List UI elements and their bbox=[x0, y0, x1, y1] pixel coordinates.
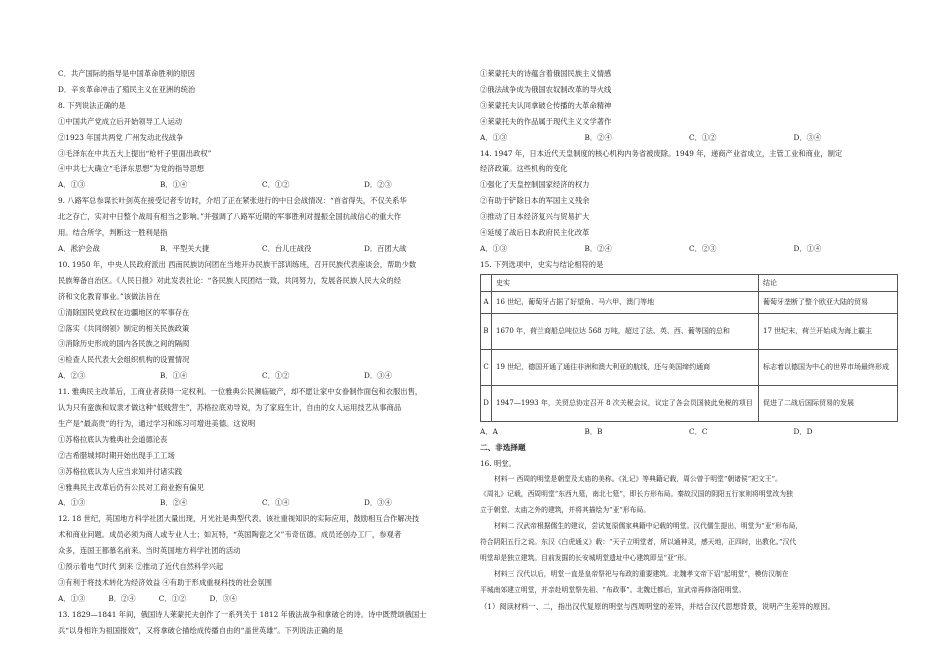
q9-line-2: 北之存亡，实对中日整个战局有相当之影响。”并强调了八路军近期的军事胜利对提振全国抗战信心的重大作 bbox=[58, 212, 402, 222]
q11-option-b: B．②④ bbox=[160, 498, 188, 508]
q14-line-1: 14. 1947 年，日本近代天皇制度的核心机构内务省被废除。1949 年，递商产业省成立，主管工业和商业，制定 bbox=[480, 148, 843, 158]
q11-line-3: 生产是“最高贵”的行为，通过学习和练习可增进美德。这说明 bbox=[58, 418, 256, 428]
q9-line-3: 用。结合所学，判断这一胜利是指 bbox=[58, 228, 168, 238]
left-column bbox=[58, 66, 466, 639]
q12-items-3-4: ③有利于将技术转化为经济效益 ④有助于形成重视科技的社会氛围 bbox=[58, 578, 272, 587]
q15-option-a: A．A bbox=[480, 426, 498, 436]
q14-option-b: B．②④ bbox=[584, 243, 612, 253]
q16-subquestion-1: （1）阅读材料一、二，指出汉代复原的明堂与西周明堂的差异，并结合汉代思想背景，说明产生差异的原因。 bbox=[480, 601, 835, 611]
q12-line-1: 12. 18 世纪，英国地方科学社团大量出现，月光社是典型代表。该社重视知识的实际应用，鼓励相互合作解决技 bbox=[58, 514, 420, 524]
q10-options bbox=[58, 368, 466, 384]
q15-stem: 15. 下列选项中，史实与结论相符的是 bbox=[480, 259, 604, 269]
material-line: 立于朝堂、太庙之外的建筑，并将其描绘为“亚”形布局。 bbox=[480, 506, 651, 515]
q10-item-1: ①清除国民党政权在边疆地区的军事存在 bbox=[58, 307, 190, 317]
q10-option-d: D．③④ bbox=[364, 371, 392, 381]
table-header-history: 史实 bbox=[492, 274, 759, 291]
q13-option-b: B．②④ bbox=[584, 132, 612, 142]
q8-options bbox=[58, 177, 466, 193]
table-row-fact: 16 世纪，葡萄牙占据了好望角、马六甲、澳门等地 bbox=[492, 291, 759, 313]
table-row bbox=[481, 349, 898, 385]
material-line: 明堂却是独立建筑。目前发掘的长安城明堂遗址中心建筑即呈“亚”形。 bbox=[480, 554, 691, 563]
q14-option-a: A．①③ bbox=[480, 243, 508, 253]
q10-option-b: B．①④ bbox=[160, 371, 188, 381]
table-header-row bbox=[481, 274, 898, 291]
q11-item-4: ④雅典民主改革后仍有公民对工商业抱有偏见 bbox=[58, 482, 204, 492]
q14-item-1: ①强化了天皇控制国家经济的权力 bbox=[480, 180, 590, 190]
q9-option-c: C．台儿庄战役 bbox=[262, 243, 312, 253]
q14-option-c: C．②③ bbox=[689, 243, 717, 253]
table-row-conclusion: 葡萄牙垄断了整个欧亚大陆的贸易 bbox=[759, 291, 898, 313]
table-header-conclusion: 结论 bbox=[759, 274, 898, 291]
q13-options bbox=[480, 130, 898, 146]
q13-item-1: ①莱蒙托夫的诗蕴含着俄国民族主义情感 bbox=[480, 69, 612, 78]
q12-line-3: 众多，连国王都慕名前来。当时英国地方科学社团的活动 bbox=[58, 546, 241, 556]
q9-options bbox=[58, 241, 466, 257]
material-line: 符合阴阳五行之说。东汉《白虎通义》载：“天子立明堂者，所以通神灵，感天地，正四时，出教化。”汉代 bbox=[480, 538, 797, 547]
q15-option-b: B．B bbox=[584, 426, 603, 436]
q15-options bbox=[480, 424, 898, 440]
table-row-fact: 1670 年，荷兰商船总吨位达 568 万吨，超过了法、英、西、葡等国的总和 bbox=[492, 313, 759, 349]
material-line: 《周礼》记载，西周明堂“东西九筵，南北七筵”，即长方形布局。秦故汉国的阴阳五行家则将明堂改为独 bbox=[480, 490, 793, 499]
q15-table bbox=[480, 274, 898, 422]
q13-line-1: 13. 1829—1841 年间，俄国诗人莱蒙托夫创作了一系列关于 1812 年俄法战争和拿破仑的诗。诗中既赞颂俄国士 bbox=[58, 609, 427, 619]
left-line-d: D．辛亥革命冲击了殖民主义在亚洲的统治 bbox=[58, 84, 196, 94]
q14-options bbox=[480, 241, 898, 257]
q10-line-1: 10. 1950 年，中央人民政府派出 西南民族访问团在当地开办民族干部训练班，召开民族代表座谈会，帮助少数 bbox=[58, 259, 417, 269]
q10-option-c: C．①② bbox=[262, 371, 290, 381]
q13-item-4: ④莱蒙托夫的作品属于现代主义文学著作 bbox=[480, 116, 612, 126]
q10-item-4: ④检查人民代表大会组织机构的设置情况 bbox=[58, 355, 190, 365]
q11-options bbox=[58, 495, 466, 511]
q11-item-1: ①苏格拉底认为雅典社会道德沦丧 bbox=[58, 434, 168, 444]
q10-item-2: ②落实《共同纲领》制定的相关民族政策 bbox=[58, 323, 190, 333]
q13-item-2: ②俄法战争成为俄国农奴制改革的导火线 bbox=[480, 84, 612, 94]
table-row-conclusion: 促进了二战后国际贸易的发展 bbox=[759, 385, 898, 421]
q13-option-c: C．①② bbox=[689, 132, 717, 142]
q8-option-c: C．①② bbox=[262, 180, 290, 190]
q13-item-3: ③莱蒙托夫认同拿破仑传播的大革命精神 bbox=[480, 100, 612, 110]
q15-option-c: C．C bbox=[689, 426, 708, 436]
q8-item-2: ②1923 年国共两党 广州发动北伐战争 bbox=[58, 132, 184, 142]
q8-option-a: A．①③ bbox=[58, 180, 86, 190]
q9-line-1: 9. 八路军总参谋长叶剑英在接受记者专访时，介绍了正在紧张进行的中日会战情况：“首省得失，不仅关系华 bbox=[58, 196, 407, 206]
table-row-fact: 1947—1993 年，关贸总协定召开 8 次关税会议，议定了各会员国彼此免税的项目 bbox=[492, 385, 759, 421]
q12-line-2: 术和商业问题。成员必须为商人或专业人士；如瓦特，“英国陶瓷之父”韦奇伍德。成员还创办工厂，参观者 bbox=[58, 530, 402, 540]
q12-items-1-2: ①预示着电气时代 到来 ②推动了近代自然科学兴起 bbox=[58, 562, 224, 572]
section-title: 二、非选择题 bbox=[480, 442, 526, 452]
q10-line-3: 济和文化教育事业。”该做法旨在 bbox=[58, 291, 161, 301]
q14-item-2: ②有助于铲除日本的军国主义残余 bbox=[480, 196, 590, 206]
table-header-blank bbox=[481, 274, 492, 291]
q11-option-c: C．①④ bbox=[262, 498, 290, 508]
table-row-key: D bbox=[481, 385, 492, 421]
q10-line-2: 民族筹备自治区。《人民日报》对此发表社论：“各民族人民团结一致，共同努力，发展各民族人民大众的经 bbox=[58, 275, 402, 285]
q9-option-a: A．淞沪会战 bbox=[58, 243, 100, 253]
q11-option-a: A．①③ bbox=[58, 498, 86, 508]
material-line: 平城南郊建立明堂，并亲赴明堂祭先祖、“布政事”。北魏迁都后，宣武帝再修洛阳明堂。 bbox=[480, 585, 746, 594]
table-row bbox=[481, 291, 898, 313]
q8-option-b: B．①④ bbox=[160, 180, 188, 190]
q13-line-2: 兵“以身相许为祖国报效”，又将拿破仑描绘成传播自由的“盖世英雄”。下列说法正确的是 bbox=[58, 625, 343, 635]
table-row bbox=[481, 313, 898, 349]
table-row bbox=[481, 385, 898, 421]
q12-options: A．①③ B．②④ C．①② D．③④ bbox=[58, 593, 238, 603]
table-row-conclusion: 标志着以德国为中心的世界市场最终形成 bbox=[759, 349, 898, 385]
q11-item-2: ②古希腊城邦时期开始出现手工工场 bbox=[58, 450, 175, 460]
q14-item-4: ④延缓了战后日本政府民主化改革 bbox=[480, 228, 590, 238]
q9-option-b: B．平型关大捷 bbox=[160, 243, 210, 253]
table-row-fact: 19 世纪，德国开通了通往非洲和澳大利亚的航线，还与美国缔约通商 bbox=[492, 349, 759, 385]
q10-item-3: ③消除历史形成的国内各民族之间的隔阂 bbox=[58, 339, 190, 349]
q14-line-2: 经济政策。这些机构的变化 bbox=[480, 164, 568, 174]
material-line: 材料一 西周的明堂是朝堂及太庙的美称。《礼记》等典籍记载，周公曾于明堂“朝诸侯”祀文王”。 bbox=[494, 474, 782, 483]
q14-item-3: ③推动了日本经济复兴与贸易扩大 bbox=[480, 212, 590, 222]
table-row-key: C bbox=[481, 349, 492, 385]
left-line-c: C．共产国际的指导是中国革命胜利的原因 bbox=[58, 69, 195, 78]
q9-option-d: D．百团大战 bbox=[364, 243, 407, 253]
q13-option-d: D．③④ bbox=[793, 132, 822, 142]
right-column bbox=[480, 66, 898, 615]
q14-option-d: D．①④ bbox=[793, 243, 822, 253]
q8-item-3: ③毛泽东在中共五大上提出“枪杆子里面出政权” bbox=[58, 148, 212, 158]
q8-item-4: ④中共七大确立“毛泽东思想”为党的指导思想 bbox=[58, 164, 205, 174]
q8-stem: 8. 下列说法正确的是 bbox=[58, 100, 126, 110]
q11-option-d: D．③④ bbox=[364, 498, 392, 508]
material-line: 材料三 汉代以后，明堂一直是皇帝祭祀与布政的重要建筑。北魏孝文帝下诏“起明堂”，模仿汉制在 bbox=[494, 569, 789, 578]
q11-line-2: 认为只有蛮族和奴隶才做这种“低贱营生”，苏格拉底劝导说，为了家庭生计，自由的女人运用技艺从事商品 bbox=[58, 403, 402, 413]
table-row-key: B bbox=[481, 313, 492, 349]
q15-option-d: D．D bbox=[793, 426, 813, 436]
q8-item-1: ①中国共产党成立后开始领导工人运动 bbox=[58, 116, 183, 126]
q16-title: 16. 明堂。 bbox=[480, 458, 516, 468]
table-row-conclusion: 17 世纪末，荷兰开始成为海上霸主 bbox=[759, 313, 898, 349]
q11-item-3: ③苏格拉底认为人应当求知并付诸实践 bbox=[58, 466, 183, 476]
material-line: 材料二 汉武帝根据儒生的建议，尝试复原儒家典籍中记载的明堂。汉代儒生提出，明堂为“亚”形布局， bbox=[494, 522, 803, 531]
q13-option-a: A．①③ bbox=[480, 132, 508, 142]
q11-line-1: 11. 雅典民主改革后，工商业者获得一定权利。一位雅典公民濒临破产，却不愿让家中女眷制作面包和衣服出售， bbox=[58, 387, 423, 397]
table-row-key: A bbox=[481, 291, 492, 313]
q10-option-a: A．②③ bbox=[58, 371, 86, 381]
q8-option-d: D．②③ bbox=[364, 180, 392, 190]
